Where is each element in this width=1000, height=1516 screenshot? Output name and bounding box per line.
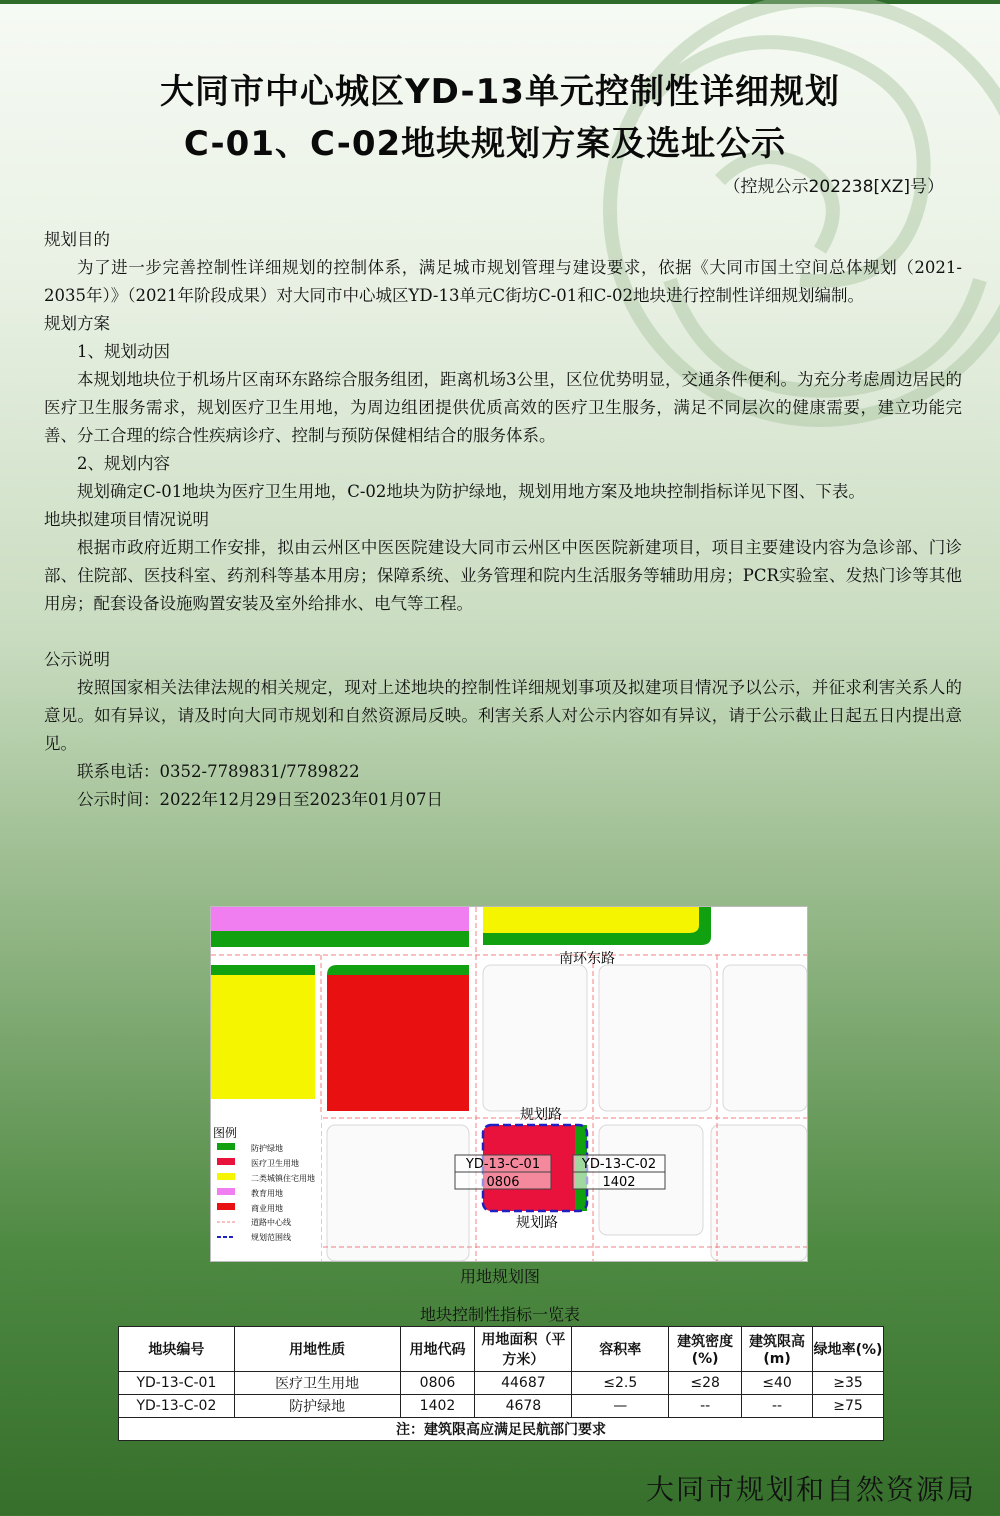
contact-phone: 联系电话：0352-7789831/7789822 (77, 762, 360, 781)
table-header-row (119, 1327, 884, 1372)
cell: ≤28 (669, 1372, 742, 1395)
notice-period: 公示时间：2022年12月29日至2023年01月07日 (77, 790, 443, 809)
empty-block-6 (711, 1125, 807, 1261)
col-parcel-no: 地块编号 (119, 1327, 235, 1372)
notice-heading: 公示说明 (44, 650, 110, 669)
parcel2-code: YD-13-C-02 (581, 1157, 657, 1172)
col-far: 容积率 (572, 1327, 669, 1372)
document-number: （控规公示202238[XZ]号） (723, 177, 944, 197)
col-land-use: 用地性质 (234, 1327, 400, 1372)
table-note-row (119, 1418, 884, 1441)
green-strip-top-left (211, 931, 469, 947)
road-name-bottom: 规划路 (516, 1215, 558, 1231)
cell: 4678 (475, 1395, 572, 1418)
cell: ≤2.5 (572, 1372, 669, 1395)
cell: 44687 (475, 1372, 572, 1395)
cell: ≤40 (742, 1372, 813, 1395)
empty-block-1 (483, 965, 587, 1111)
legend-item-education: 教育用地 (251, 1189, 283, 1198)
legend-item-medical: 医疗卫生用地 (251, 1159, 299, 1168)
project-text: 根据市政府近期工作安排，拟由云州区中医医院建设大同市云州区中医医院新建项目，项目主要建设内容为急诊部、门诊部、住院部、医技科室、药剂科等基本用房；保障系统、业务管理和院内生活服务等辅助用房；PCR实验室、发热门诊等其他用房；配套设备设施购置安装及室外给排水、电气等工程。 (44, 538, 962, 613)
map-drawing (211, 907, 807, 1261)
legend-item-commercial: 商业用地 (251, 1204, 283, 1213)
cell: 防护绿地 (234, 1395, 400, 1418)
cell: ≥35 (813, 1372, 884, 1395)
col-green-ratio: 绿地率(%) (813, 1327, 884, 1372)
motive-text: 本规划地块位于机场片区南环东路综合服务组团，距离机场3公里，区位优势明显，交通条件便利。为充分考虑周边居民的医疗卫生服务需求，规划医疗卫生用地，为周边组团提供优质高效的医疗卫生服务，满足不同层次的健康需要，建立功能完善、分工合理的综合性疾病诊疗、控制与预防保健相结合的服务体系。 (44, 370, 962, 445)
parcel-label-c01 (455, 1155, 551, 1190)
control-index-table (118, 1326, 884, 1441)
col-density: 建筑密度(%) (669, 1327, 742, 1372)
commercial-block (327, 975, 469, 1111)
table-row (119, 1372, 884, 1395)
legend-item-residential: 二类城镇住宅用地 (251, 1174, 315, 1183)
notice-text: 按照国家相关法律法规的相关规定，现对上述地块的控制性详细规划事项及拟建项目情况予以公示，并征求利害关系人的意见。如有异议，请及时向大同市规划和自然资源局反映。利害关系人对公示内容如有异议，请于公示截止日起五日内提出意见。 (44, 678, 962, 753)
col-area: 用地面积（平方米） (475, 1327, 572, 1372)
cell: 1402 (400, 1395, 475, 1418)
project-heading: 地块拟建项目情况说明 (44, 510, 209, 529)
legend-item-green: 防护绿地 (251, 1144, 283, 1153)
legend-item-boundary: 规划范围线 (251, 1233, 291, 1242)
issuing-authority: 大同市规划和自然资源局 (645, 1473, 976, 1506)
col-height: 建筑限高(m) (742, 1327, 813, 1372)
green-strip-commercial (327, 965, 469, 975)
empty-block-3 (723, 965, 807, 1111)
legend-item-road-line: 道路中心线 (251, 1218, 291, 1227)
map-legend (211, 1115, 321, 1261)
cell: -- (742, 1395, 813, 1418)
cell: 0806 (400, 1372, 475, 1395)
map-caption: 用地规划图 (459, 1267, 540, 1286)
road-name-top: 南环东路 (559, 951, 615, 967)
notice-body (44, 226, 962, 814)
table-row (119, 1395, 884, 1418)
title-line-1: 大同市中心城区YD-13单元控制性详细规划 (160, 72, 840, 112)
parcel1-use-code: 0806 (486, 1175, 520, 1190)
green-strip-left (211, 965, 315, 975)
content-text: 规划确定C-01地块为医疗卫生用地，C-02地块为防护绿地，规划用地方案及地块控制指标详见下图、下表。 (77, 482, 865, 501)
purpose-heading: 规划目的 (44, 230, 110, 249)
cell: YD-13-C-02 (119, 1395, 235, 1418)
land-use-map (210, 906, 808, 1262)
cell: — (572, 1395, 669, 1418)
residential-block-left (211, 975, 315, 1099)
plan-heading: 规划方案 (44, 314, 110, 333)
parcel1-code: YD-13-C-01 (465, 1157, 541, 1172)
parcel2-use-code: 1402 (602, 1175, 636, 1190)
empty-block-2 (599, 965, 711, 1111)
cell: -- (669, 1395, 742, 1418)
parcel-label-c02 (573, 1155, 665, 1190)
purpose-text: 为了进一步完善控制性详细规划的控制体系，满足城市规划管理与建设要求，依据《大同市国土空间总体规划（2021-2035年）》（2021年阶段成果）对大同市中心城区YD-13单元C街坊C-01和C-02地块进行控制性详细规划编制。 (44, 258, 962, 305)
content-heading: 2、规划内容 (77, 454, 170, 473)
motive-heading: 1、规划动因 (77, 342, 170, 361)
table-title: 地块控制性指标一览表 (419, 1305, 580, 1324)
legend-title: 图例 (213, 1126, 238, 1140)
residential-block-top-right (483, 907, 699, 933)
col-land-code: 用地代码 (400, 1327, 475, 1372)
empty-block-4 (327, 1125, 469, 1261)
cell: YD-13-C-01 (119, 1372, 235, 1395)
road-name-middle: 规划路 (520, 1107, 562, 1123)
title-line-2: C-01、C-02地块规划方案及选址公示 (183, 124, 787, 164)
table-note: 注：建筑限高应满足民航部门要求 (119, 1418, 884, 1441)
cell: ≥75 (813, 1395, 884, 1418)
cell: 医疗卫生用地 (234, 1372, 400, 1395)
